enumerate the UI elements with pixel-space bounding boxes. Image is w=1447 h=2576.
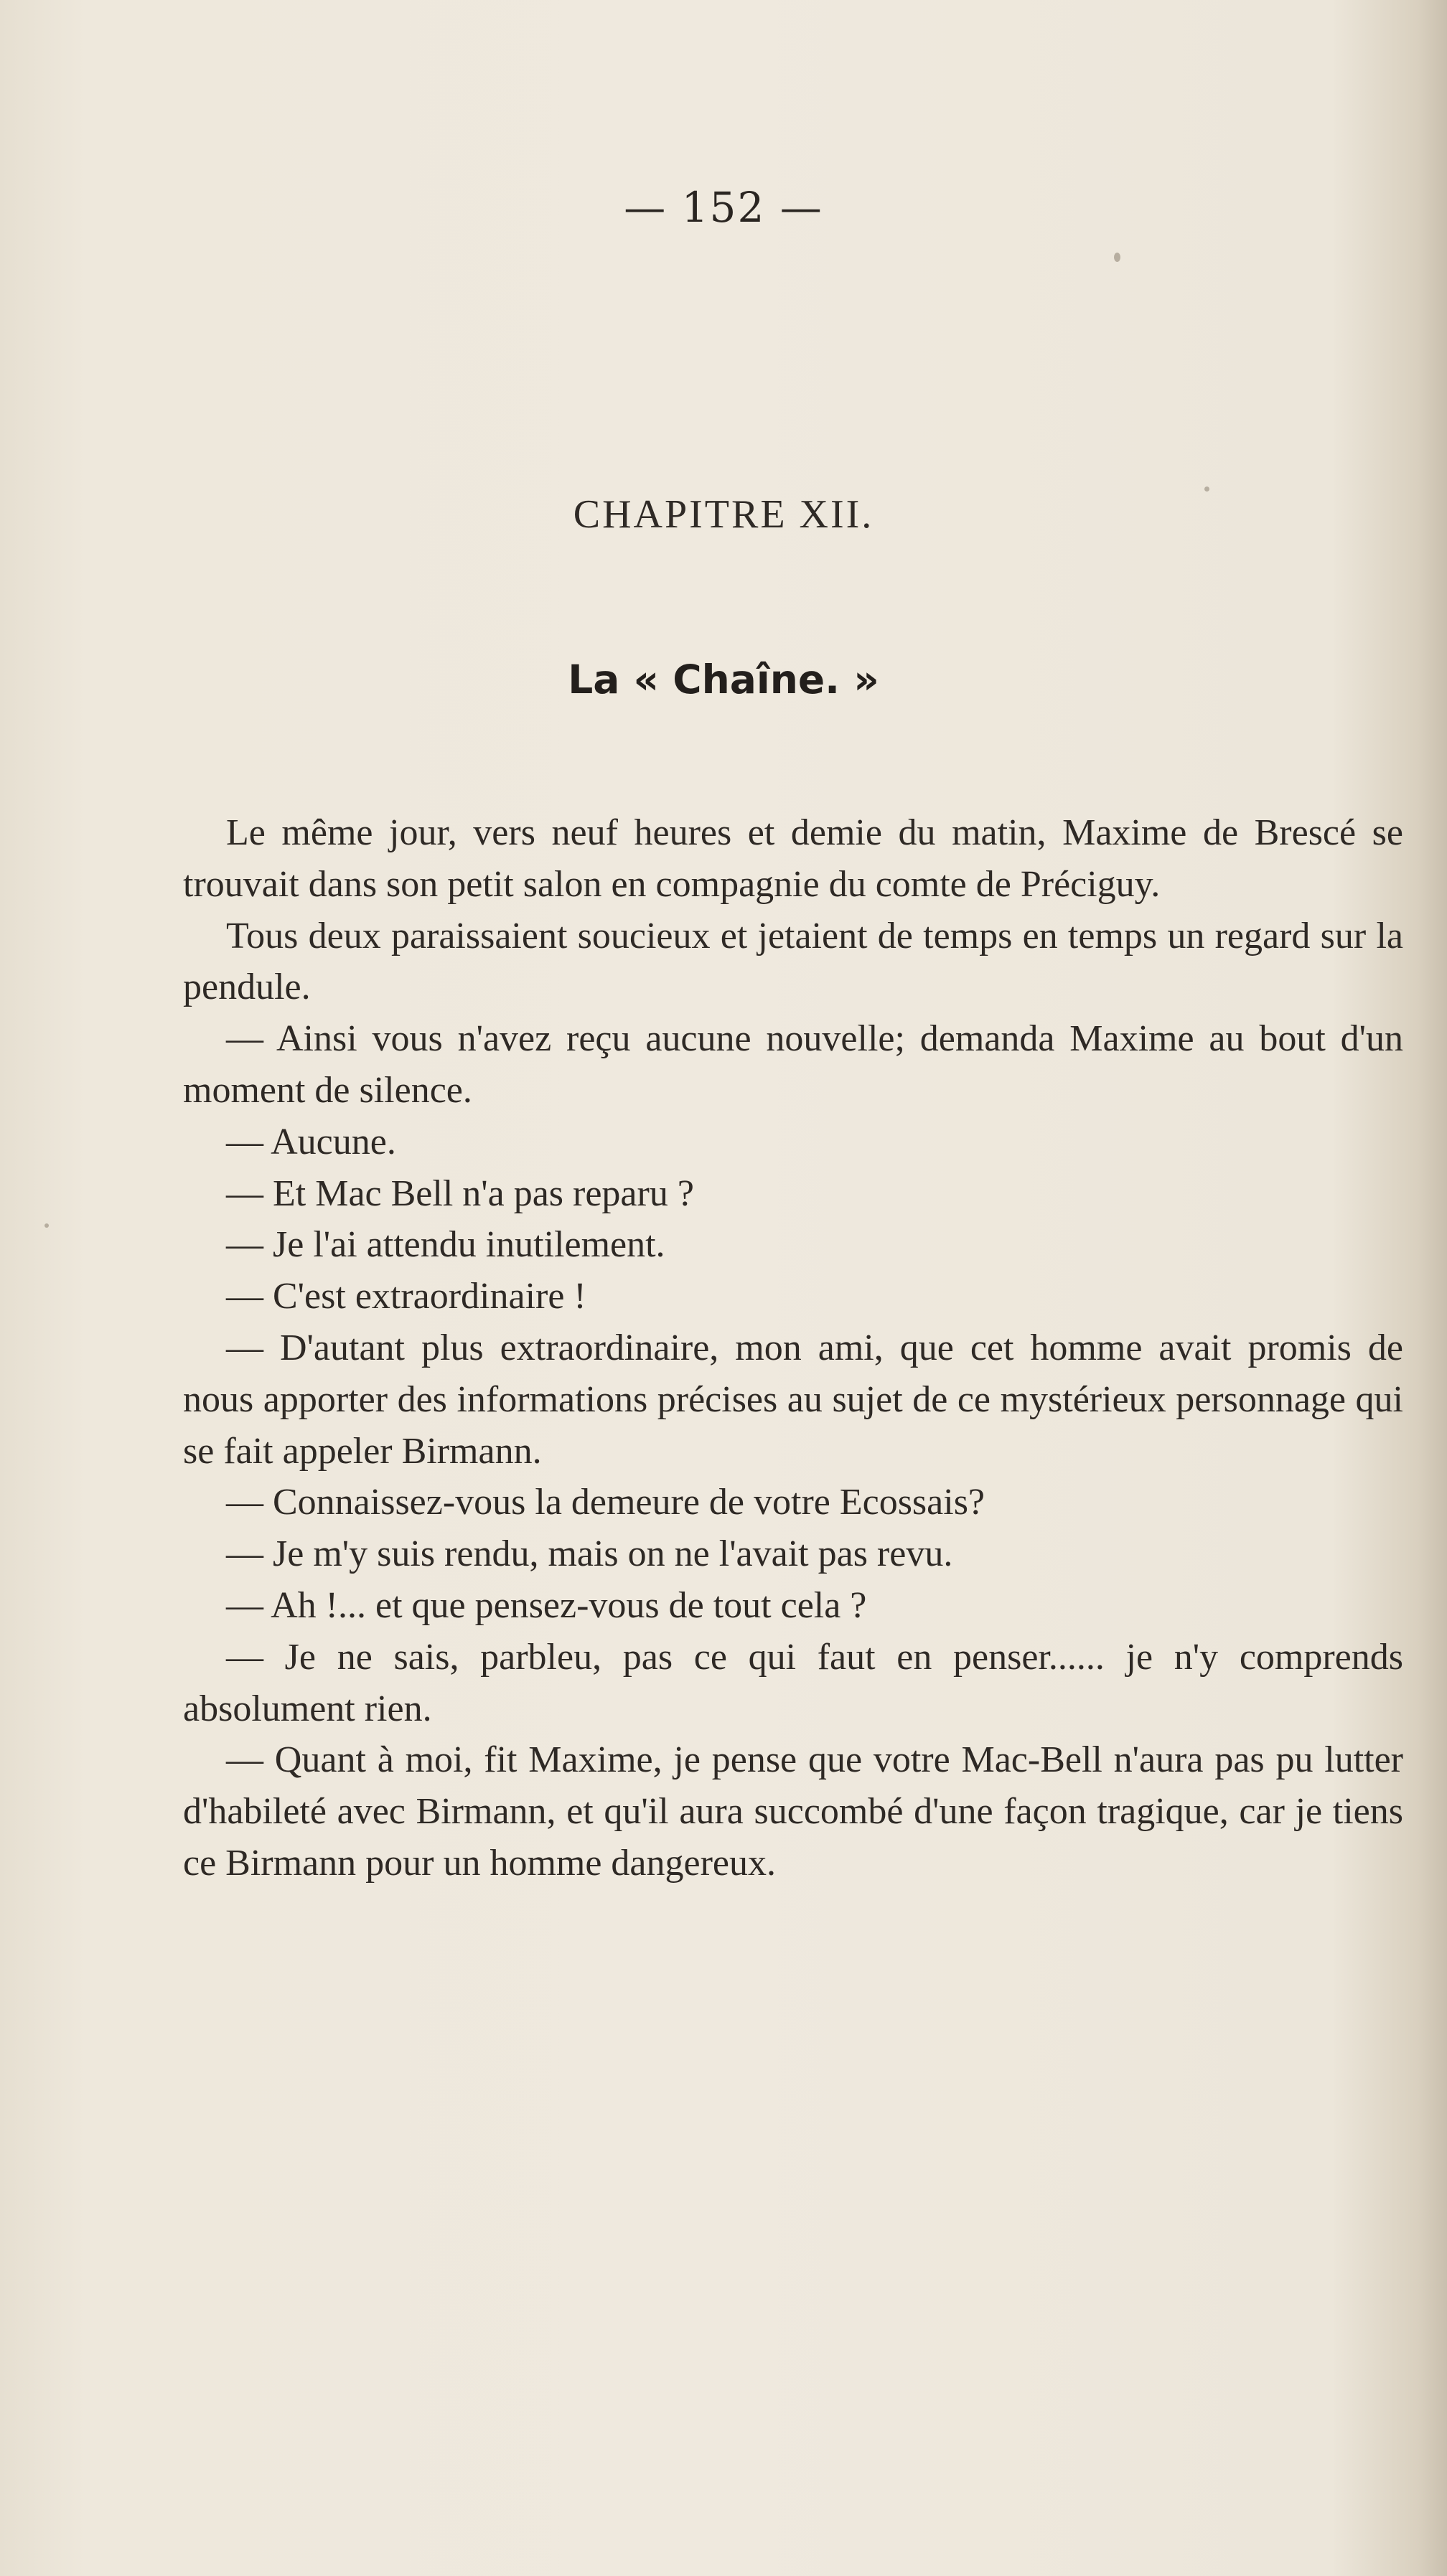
paragraph: — Ah !... et que pensez-vous de tout cela ? [226,1584,867,1626]
paragraph: — Et Mac Bell n'a pas reparu ? [226,1172,694,1214]
chapter-body [183,807,1403,1889]
paragraph: — D'autant plus extraordinaire, mon ami, que cet homme avait promis de nous apporter des informations précises au sujet de ce mystérieux personnage qui se fait appeler Birmann. [183,1327,1403,1472]
paragraph: — Je ne sais, parbleu, pas ce qui faut en penser...... je n'y comprends absolument rien. [183,1636,1403,1729]
paragraph: Le même jour, vers neuf heures et demie du matin, Maxime de Brescé se trouvait dans son petit salon en compagnie du comte de Préciguy. [183,812,1403,905]
chapter-subtitle: La « Chaîne. » [568,657,879,702]
paragraph: — Je l'ai attendu inutilement. [226,1224,665,1266]
page-number: — 152 — [624,183,823,232]
paper-stain [45,1223,49,1228]
paragraph: — Connaissez-vous la demeure de votre Ecossais? [226,1482,985,1523]
paragraph: — Je m'y suis rendu, mais on ne l'avait pas revu. [226,1533,953,1575]
paragraph: — Aucune. [226,1121,396,1162]
paper-stain [1114,253,1120,262]
chapter-title: CHAPITRE XII. [573,492,874,537]
paragraph: — C'est extraordinaire ! [226,1276,586,1317]
paragraph: Tous deux paraissaient soucieux et jetaient de temps en temps un regard sur la pendule. [183,915,1403,1008]
paragraph: — Ainsi vous n'avez reçu aucune nouvelle; demanda Maxime au bout d'un moment de silence. [183,1018,1403,1111]
paragraph: — Quant à moi, fit Maxime, je pense que votre Mac-Bell n'aura pas pu lutter d'habileté avec Birmann, et qu'il aura succombé d'une façon tragique, car je tiens ce Birmann pour un homme dangereux. [183,1739,1403,1884]
paper-stain [1204,486,1209,492]
